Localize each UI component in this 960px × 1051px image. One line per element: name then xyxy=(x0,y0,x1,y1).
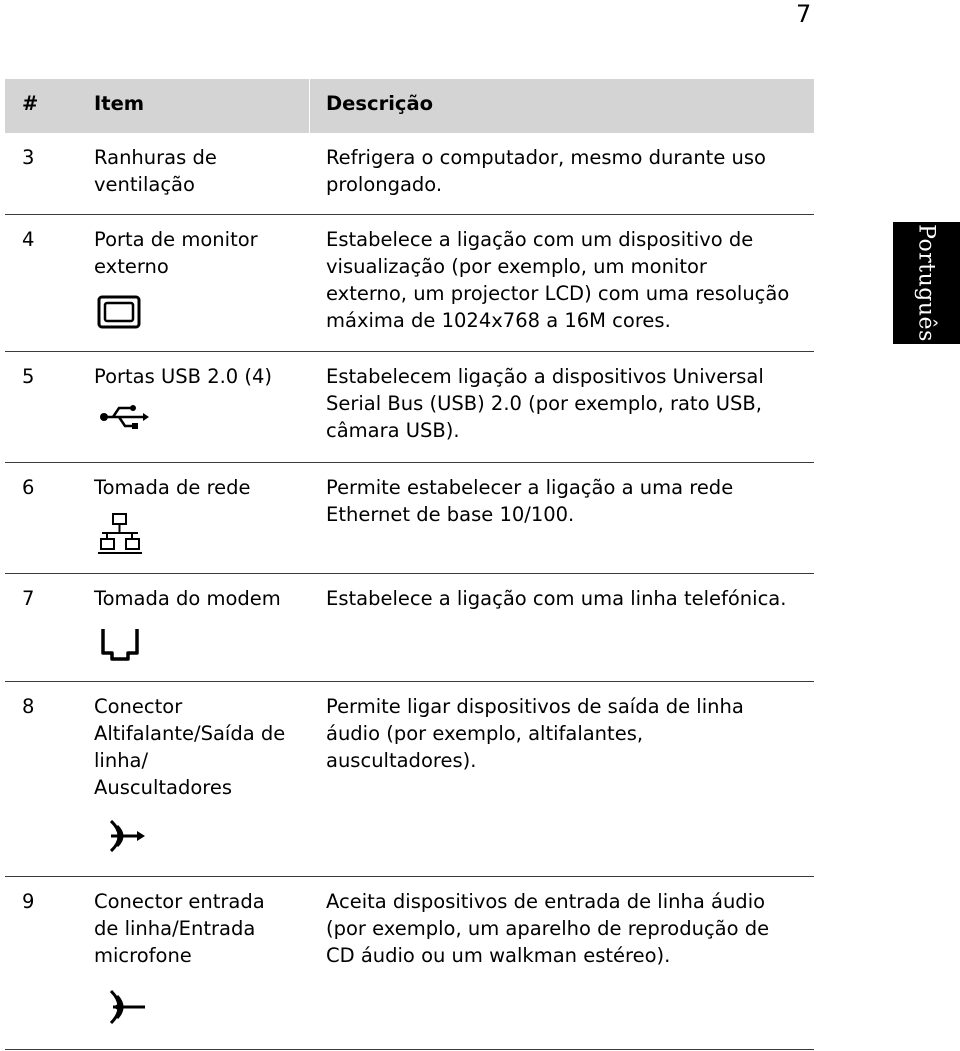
row-number: 5 xyxy=(22,365,35,388)
network-icon xyxy=(98,513,142,555)
header-item: Item xyxy=(94,92,145,115)
row-description: Permite ligar dispositivos de saída de linha áudio (por exemplo, altifalantes, auscultadores). xyxy=(326,695,744,772)
row-number: 3 xyxy=(22,146,35,169)
row-item: Conector entrada de linha/Entrada microfone xyxy=(94,890,265,967)
header-divider xyxy=(309,79,310,133)
language-side-tab xyxy=(893,222,960,344)
row-description: Aceita dispositivos de entrada de linha áudio (por exemplo, um aparelho de reprodução de CD áudio ou um walkman estéreo). xyxy=(326,890,770,967)
row-number: 6 xyxy=(22,476,35,499)
row-number: 4 xyxy=(22,228,35,251)
row-number: 8 xyxy=(22,695,35,718)
row-description: Refrigera o computador, mesmo durante uso prolongado. xyxy=(326,146,766,196)
audio-in-icon xyxy=(105,985,147,1029)
language-tab-label: Português xyxy=(913,224,939,342)
header-number: # xyxy=(22,92,39,115)
row-item: Tomada do modem xyxy=(94,587,281,610)
audio-out-icon xyxy=(105,815,147,857)
row-description: Estabelece a ligação com uma linha telefónica. xyxy=(326,587,787,610)
table-row xyxy=(5,877,814,1050)
table-row xyxy=(5,463,814,574)
ports-table xyxy=(5,79,814,1050)
row-item: Ranhuras de ventilação xyxy=(94,146,217,196)
table-row xyxy=(5,133,814,215)
row-number: 7 xyxy=(22,587,35,610)
header-description: Descrição xyxy=(326,92,433,115)
monitor-port-icon xyxy=(97,295,141,329)
row-item: Portas USB 2.0 (4) xyxy=(94,365,273,388)
table-row xyxy=(5,352,814,463)
table-row xyxy=(5,682,814,877)
row-description: Estabelece a ligação com um dispositivo de visualização (por exemplo, um monitor externo, um projector LCD) com uma resolução máxima de 1024x768 a 16M cores. xyxy=(326,228,790,332)
table-row xyxy=(5,215,814,352)
modem-port-icon xyxy=(100,626,140,662)
row-item: Porta de monitor externo xyxy=(94,228,258,278)
row-number: 9 xyxy=(22,890,35,913)
row-item: Tomada de rede xyxy=(94,476,251,499)
row-description: Estabelecem ligação a dispositivos Universal Serial Bus (USB) 2.0 (por exemplo, rato USB, câmara USB). xyxy=(326,365,764,442)
row-description: Permite estabelecer a ligação a uma rede Ethernet de base 10/100. xyxy=(326,476,734,526)
table-header-row xyxy=(5,79,814,133)
row-item: Conector Altifalante/Saída de linha/ Auscultadores xyxy=(94,695,286,799)
table-row xyxy=(5,574,814,682)
page-number: 7 xyxy=(796,0,812,28)
usb-icon xyxy=(99,404,149,430)
